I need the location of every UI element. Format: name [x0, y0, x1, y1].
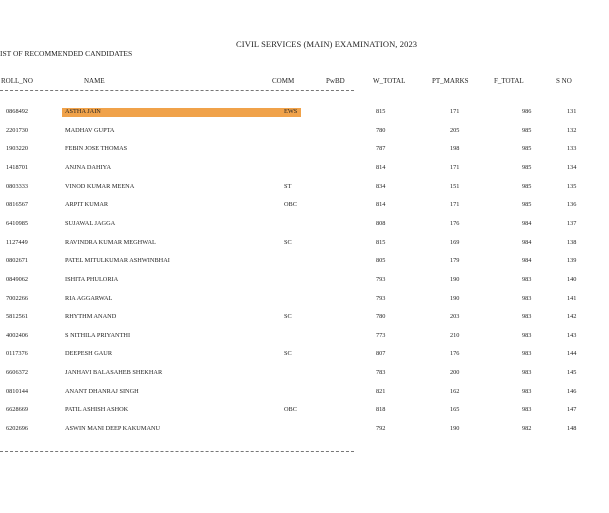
cell-pt-marks: 165	[450, 406, 460, 413]
cell-w-total: 783	[376, 369, 386, 376]
cell-f-total: 984	[522, 257, 532, 264]
cell-sno: 140	[567, 276, 577, 283]
cell-pt-marks: 171	[450, 201, 460, 208]
cell-pt-marks: 176	[450, 350, 460, 357]
cell-sno: 143	[567, 332, 577, 339]
cell-pt-marks: 179	[450, 257, 460, 264]
cell-roll-no: 1903220	[6, 145, 29, 152]
cell-name: RIA AGGARWAL	[65, 295, 113, 302]
cell-sno: 141	[567, 295, 577, 302]
header-pt-marks: PT_MARKS	[432, 77, 469, 85]
cell-f-total: 985	[522, 164, 532, 171]
cell-sno: 132	[567, 127, 577, 134]
cell-pt-marks: 176	[450, 220, 460, 227]
cell-w-total: 815	[376, 108, 386, 115]
cell-roll-no: 0868492	[6, 108, 29, 115]
cell-w-total: 793	[376, 276, 386, 283]
cell-roll-no: 0117376	[6, 350, 28, 357]
cell-f-total: 983	[522, 406, 532, 413]
cell-f-total: 983	[522, 350, 532, 357]
cell-sno: 148	[567, 425, 577, 432]
cell-roll-no: 4002406	[6, 332, 29, 339]
cell-f-total: 983	[522, 276, 532, 283]
cell-pt-marks: 162	[450, 388, 460, 395]
header-sno: S NO	[556, 77, 572, 85]
cell-name: S NITHILA PRIYANTHI	[65, 332, 131, 339]
cell-w-total: 821	[376, 388, 386, 395]
cell-roll-no: 7002266	[6, 295, 29, 302]
cell-comm: OBC	[284, 406, 297, 413]
cell-comm: SC	[284, 313, 292, 320]
cell-sno: 142	[567, 313, 577, 320]
cell-name: JANHAVI BALASAHEB SHEKHAR	[65, 369, 163, 376]
cell-w-total: 808	[376, 220, 386, 227]
cell-pt-marks: 171	[450, 108, 460, 115]
cell-sno: 131	[567, 108, 577, 115]
cell-w-total: 807	[376, 350, 386, 357]
cell-name: ISHITA PHULORIA	[65, 276, 119, 283]
cell-name: DEEPESH GAUR	[65, 350, 113, 357]
cell-roll-no: 0803333	[6, 183, 29, 190]
cell-f-total: 983	[522, 332, 532, 339]
cell-sno: 135	[567, 183, 577, 190]
cell-roll-no: 6202696	[6, 425, 29, 432]
cell-sno: 144	[567, 350, 577, 357]
cell-w-total: 814	[376, 164, 386, 171]
cell-name: VINOD KUMAR MEENA	[65, 183, 135, 190]
cell-f-total: 984	[522, 239, 532, 246]
cell-pt-marks: 190	[450, 276, 460, 283]
cell-w-total: 787	[376, 145, 386, 152]
header-f-total: F_TOTAL	[494, 77, 524, 85]
cell-pt-marks: 210	[450, 332, 460, 339]
cell-roll-no: 1127449	[6, 239, 28, 246]
header-pwbd: PwBD	[326, 77, 345, 85]
cell-name: PATEL MITULKUMAR ASHWINBHAI	[65, 257, 170, 264]
cell-roll-no: 0810144	[6, 388, 29, 395]
header-comm: COMM	[272, 77, 295, 85]
cell-sno: 133	[567, 145, 577, 152]
cell-pt-marks: 151	[450, 183, 460, 190]
cell-name: ANANT DHANRAJ SINGH	[65, 388, 139, 395]
cell-sno: 145	[567, 369, 577, 376]
cell-name: ASWIN MANI DEEP KAKUMANU	[65, 425, 161, 432]
cell-name: RAVINDRA KUMAR MEGHWAL	[65, 239, 156, 246]
cell-f-total: 983	[522, 388, 532, 395]
cell-w-total: 818	[376, 406, 386, 413]
cell-f-total: 985	[522, 145, 532, 152]
header-rule	[0, 90, 354, 91]
cell-pt-marks: 171	[450, 164, 460, 171]
cell-w-total: 780	[376, 127, 386, 134]
cell-sno: 136	[567, 201, 577, 208]
cell-roll-no: 6628669	[6, 406, 29, 413]
cell-name: ASTHA JAIN	[65, 108, 101, 115]
cell-sno: 134	[567, 164, 577, 171]
cell-w-total: 834	[376, 183, 386, 190]
cell-f-total: 984	[522, 220, 532, 227]
cell-w-total: 773	[376, 332, 386, 339]
cell-pt-marks: 203	[450, 313, 460, 320]
cell-sno: 138	[567, 239, 577, 246]
cell-name: MADHAV GUPTA	[65, 127, 115, 134]
cell-pt-marks: 169	[450, 239, 460, 246]
cell-pt-marks: 198	[450, 145, 460, 152]
cell-f-total: 985	[522, 127, 532, 134]
cell-w-total: 792	[376, 425, 386, 432]
cell-roll-no: 6410985	[6, 220, 29, 227]
cell-comm: OBC	[284, 201, 297, 208]
cell-name: ARPIT KUMAR	[65, 201, 109, 208]
cell-name: PATIL ASHISH ASHOK	[65, 406, 129, 413]
cell-roll-no: 6606372	[6, 369, 29, 376]
cell-w-total: 780	[376, 313, 386, 320]
cell-comm: SC	[284, 239, 292, 246]
cell-pt-marks: 190	[450, 425, 460, 432]
cell-name: FEBIN JOSE THOMAS	[65, 145, 128, 152]
document-title: CIVIL SERVICES (MAIN) EXAMINATION, 2023	[236, 39, 418, 49]
cell-sno: 146	[567, 388, 577, 395]
cell-name: RHYTHM ANAND	[65, 313, 117, 320]
cell-name: ANJNA DAHIYA	[65, 164, 112, 171]
cell-f-total: 985	[522, 183, 532, 190]
cell-f-total: 982	[522, 425, 532, 432]
cell-roll-no: 2201730	[6, 127, 29, 134]
cell-sno: 137	[567, 220, 577, 227]
cell-f-total: 985	[522, 201, 532, 208]
cell-comm: ST	[284, 183, 292, 190]
cell-pt-marks: 190	[450, 295, 460, 302]
cell-w-total: 815	[376, 239, 386, 246]
cell-roll-no: 1418701	[6, 164, 29, 171]
cell-f-total: 983	[522, 295, 532, 302]
cell-name: SUJAWAL JAGGA	[65, 220, 116, 227]
cell-f-total: 983	[522, 313, 532, 320]
cell-pt-marks: 200	[450, 369, 460, 376]
document-subtitle: IST OF RECOMMENDED CANDIDATES	[0, 49, 133, 58]
cell-sno: 147	[567, 406, 577, 413]
cell-f-total: 983	[522, 369, 532, 376]
cell-comm: SC	[284, 350, 292, 357]
cell-roll-no: 5812561	[6, 313, 29, 320]
cell-comm: EWS	[284, 108, 298, 115]
cell-w-total: 805	[376, 257, 386, 264]
cell-roll-no: 0802671	[6, 257, 29, 264]
cell-w-total: 793	[376, 295, 386, 302]
cell-f-total: 986	[522, 108, 532, 115]
header-name: NAME	[84, 77, 105, 85]
header-w-total: W_TOTAL	[373, 77, 406, 85]
cell-sno: 139	[567, 257, 577, 264]
cell-roll-no: 0816567	[6, 201, 29, 208]
cell-pt-marks: 205	[450, 127, 460, 134]
footer-rule	[0, 451, 354, 452]
cell-roll-no: 0849062	[6, 276, 29, 283]
cell-w-total: 814	[376, 201, 386, 208]
header-roll-no: ROLL_NO	[1, 77, 33, 85]
